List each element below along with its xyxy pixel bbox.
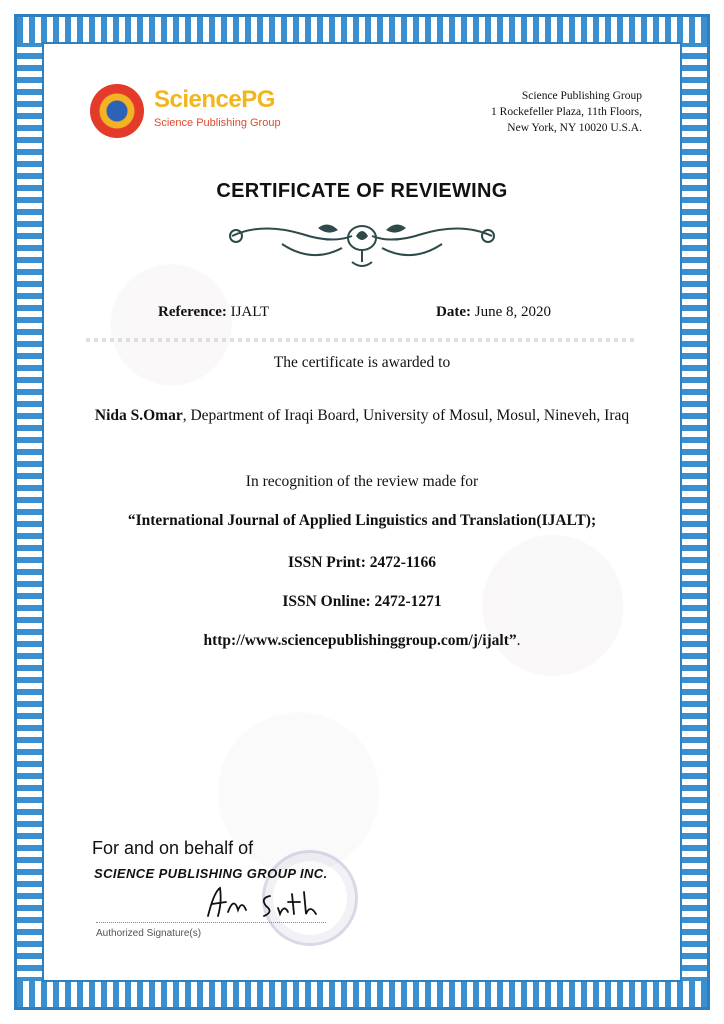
- company-name: SCIENCE PUBLISHING GROUP INC.: [94, 866, 328, 881]
- recipient-block: [80, 402, 644, 429]
- certificate-title: CERTIFICATE OF REVIEWING: [216, 180, 508, 202]
- recipient-affiliation: , Department of Iraqi Board, University of Mosul, Mosul, Nineveh, Iraq: [182, 407, 630, 424]
- logo-subtitle: Science Publishing Group: [154, 117, 281, 129]
- logo-name: SciencePG: [154, 86, 275, 113]
- date-value: June 8, 2020: [474, 304, 551, 320]
- sciencepg-logo: [90, 84, 290, 138]
- journal-url: http://www.sciencepublishinggroup.com/j/ijalt”: [203, 632, 517, 649]
- date-field: [436, 304, 551, 321]
- journal-title: “International Journal of Applied Linguistics and Translation(IJALT);: [127, 512, 597, 529]
- flourish-ornament-icon: [222, 214, 502, 270]
- awarded-to-text: The certificate is awarded to: [273, 354, 451, 371]
- publisher-address: [491, 88, 642, 136]
- journal-url-line: [80, 632, 644, 650]
- date-label: Date:: [436, 304, 471, 320]
- reference-field: [158, 304, 269, 321]
- journal-url-suffix: .: [516, 632, 521, 649]
- address-line-2: 1 Rockefeller Plaza, 11th Floors,: [491, 106, 642, 118]
- logo-emblem-icon: [90, 84, 144, 138]
- signature-line: [96, 922, 326, 924]
- recipient-name: Nida S.Omar: [94, 407, 183, 424]
- reference-value: IJALT: [230, 304, 270, 320]
- recognition-text: In recognition of the review made for: [245, 473, 479, 490]
- issn-online: ISSN Online: 2472-1271: [282, 593, 442, 610]
- reference-label: Reference:: [158, 304, 227, 320]
- divider: [86, 338, 638, 342]
- address-line-3: New York, NY 10020 U.S.A.: [507, 122, 642, 134]
- issn-print: ISSN Print: 2472-1166: [287, 554, 437, 571]
- signature-caption: Authorized Signature(s): [96, 928, 202, 939]
- behalf-text: For and on behalf of: [92, 838, 254, 858]
- address-line-1: Science Publishing Group: [521, 90, 642, 102]
- handwritten-signature-icon: [200, 882, 330, 922]
